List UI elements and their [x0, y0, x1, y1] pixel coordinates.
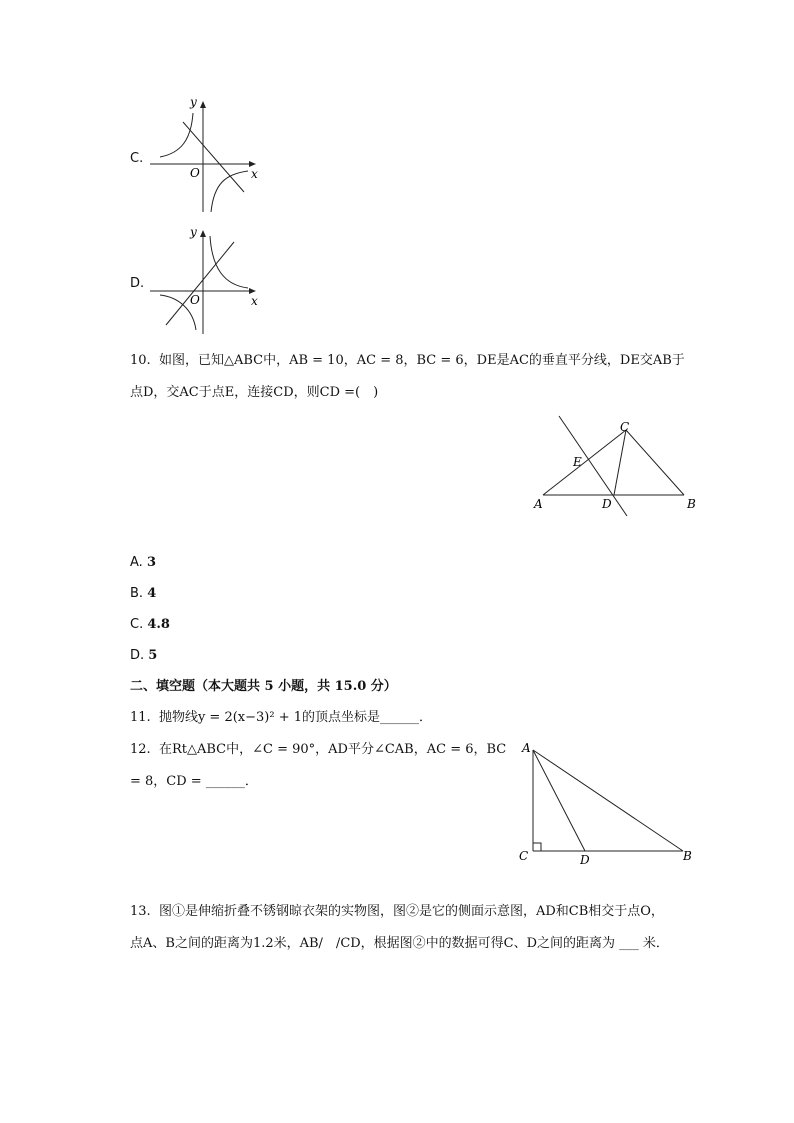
section-heading: 二、填空题（本大题共 5 小题，共 15.0 分） [130, 679, 397, 694]
y-axis-arrow [200, 230, 206, 237]
label-d: D [580, 853, 590, 866]
q11-number: 11. [130, 710, 151, 725]
q11-text: 抛物线y = 2(x−3)² + 1的顶点坐标是______． [158, 710, 433, 725]
label-a: A [522, 741, 531, 755]
origin-label: O [190, 293, 200, 307]
segment-cd [614, 430, 626, 495]
angle-bisector-ad [533, 750, 585, 851]
q12-number: 12. [130, 742, 151, 757]
segment-ab [533, 750, 683, 851]
q13-number: 13. [130, 904, 151, 919]
linear-function-line [183, 122, 244, 192]
origin-label: O [190, 166, 200, 180]
option-d-graph [148, 222, 263, 337]
q13-text-line1: 图①是伸缩折叠不锈钢晾衣架的实物图，图②是它的侧面示意图，AD和CB相交于点O， [158, 904, 664, 919]
label-c: C [620, 420, 630, 434]
label-e: E [573, 455, 582, 469]
linear-function-line [166, 242, 234, 325]
q11 [130, 709, 432, 727]
q12-text-line1: 在Rt△ABC中，∠C = 90°，AD平分∠CAB，AC = 6，BC [158, 742, 507, 757]
q10-text-line1: 如图，已知△ABC中，AB = 10，AC = 8，BC = 6，DE是AC的垂直平分线，DE交AB于 [158, 353, 685, 368]
q13-line1 [130, 903, 664, 921]
q10-option-a: A. 3 [130, 555, 156, 570]
q12-line2: = 8，CD = ______． [130, 774, 258, 789]
hyperbola-branch-q1 [210, 236, 248, 288]
q13-line2: 点A、B之间的距离为1.2米，AB/ /CD，根据图②中的数据可得C、D之间的距离为 ___ 米． [130, 936, 669, 951]
q12-line1 [130, 741, 506, 759]
perpendicular-bisector-de [559, 416, 630, 516]
hyperbola-branch-q2 [160, 113, 193, 157]
q10-option-d: D. 5 [130, 648, 158, 663]
x-axis-label: x [251, 167, 258, 181]
label-c: C [519, 849, 529, 863]
label-b: B [683, 849, 692, 863]
y-axis-label: y [190, 225, 197, 239]
segment-bc [626, 430, 684, 495]
q10-line1 [130, 352, 685, 370]
label-b: B [687, 497, 696, 511]
hyperbola-branch-q4 [211, 171, 248, 212]
q10-option-c: C. 4.8 [130, 617, 170, 632]
segment-ac [543, 430, 626, 495]
option-c-graph [148, 95, 263, 215]
q10-triangle-figure [530, 412, 700, 520]
q10-number: 10. [130, 353, 151, 368]
option-c-label: C. [130, 151, 144, 166]
q12-right-triangle-figure [515, 738, 700, 866]
y-axis-arrow [200, 101, 206, 108]
q10-option-b: B. 4 [130, 586, 157, 601]
option-d-label: D. [130, 276, 145, 291]
right-angle-mark [533, 843, 541, 851]
label-a: A [534, 497, 543, 511]
y-axis-label: y [190, 95, 197, 109]
x-axis-label: x [251, 294, 258, 308]
label-d: D [602, 497, 612, 511]
q10-line2: 点D，交AC于点E，连接CD，则CD =( ) [130, 385, 379, 400]
